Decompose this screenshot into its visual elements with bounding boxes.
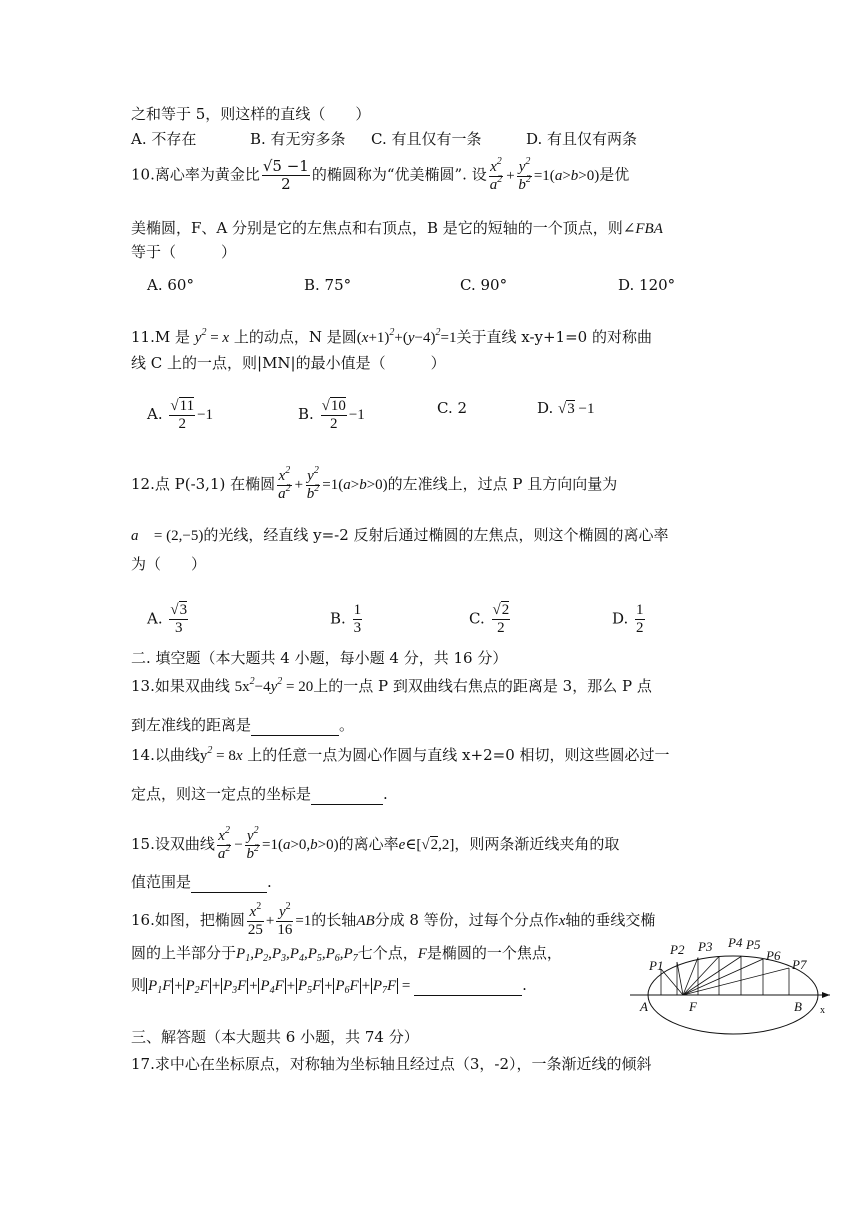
q13-line1: 13.如果双曲线 $5x^2-4y^2 = 20$上的一点 P 到双曲线右焦点的距离是 3，那么 P 点 xyxy=(131,676,652,695)
ray-p5 xyxy=(683,957,741,996)
q11-option-c: C. 2 xyxy=(437,399,468,417)
q12-line2: a⃗ = (2,−5)的光线，经直线 y=-2 反射后通过椭圆的左焦点，则这个椭圆的离心率 xyxy=(131,526,669,544)
q10-option-d: D. 120° xyxy=(618,276,676,294)
q14-blank xyxy=(311,784,383,805)
q13-blank xyxy=(251,715,339,736)
label-p5: P5 xyxy=(746,937,761,952)
q10-option-c: C. 90° xyxy=(460,276,508,294)
golden-ratio: $\frac{√5 -1}{2}$ xyxy=(262,157,309,193)
ray-p7 xyxy=(683,968,789,995)
q10-option-b: B. 75° xyxy=(304,276,352,294)
label-b: B xyxy=(794,999,802,1014)
label-p7: P7 xyxy=(792,957,807,972)
q11-option-d: D. √3 −1 xyxy=(537,399,595,417)
q17-line1: 17.求中心在坐标原点，对称轴为坐标轴且经过点（3，-2），一条渐近线的倾斜 xyxy=(131,1055,652,1073)
q9-tail: 之和等于 5，则这样的直线（ ） xyxy=(131,105,371,123)
ellipse-figure xyxy=(630,935,835,1050)
q10-line3: 等于（ ） xyxy=(131,243,237,261)
q10-line1: 10.离心率为黄金比 $\frac{√5 -1}{2}$ 的椭圆称为“优美椭圆”. 设 $\frac{x^2}{a^2}$ + $\frac{y^2}{b^2}$ =1(a>b>0)是优 xyxy=(131,155,630,193)
label-p4: P4 xyxy=(728,935,743,950)
q11-line2: 线 C 上的一点，则|MN|的最小值是（ ） xyxy=(131,354,446,372)
q10-line2: 美椭圆，F、A 分别是它的左焦点和右顶点，B 是它的短轴的一个顶点，则∠FBA xyxy=(131,219,663,237)
q9-option-c: C. 有且仅有一条 xyxy=(371,130,482,148)
q11-line1: 11.M 是 $y^2 = x$ 上的动点，N 是圆$(x+1)^2+(y-4)^2=1$关于直线 x-y+1=0 的对称曲 xyxy=(131,327,652,346)
x-axis-arrow xyxy=(822,992,830,998)
ray-p1 xyxy=(661,969,683,995)
q16-line1: 16.如图，把椭圆 $\frac{x^2}{25}$ + $\frac{y^2}{16}$ =1的长轴AB分成 8 等份，过每个分点作x轴的垂线交椭 xyxy=(131,901,656,938)
q11-option-a: A. $\frac{√11}{2}$ −1 xyxy=(147,398,214,432)
q16-blank xyxy=(414,975,522,996)
q14-line1: 14.以曲线$y^2 = 8x$ 上的任意一点为圆心作圆与直线 x+2=0 相切，则这些圆必过一 xyxy=(131,745,670,764)
q15-line1: 15.设双曲线 $\frac{x^2}{a^2}$ − $\frac{y^2}{b^2}$ =1(a>0,b>0)的离心率e∈[√2,2]，则两条渐近线夹角的取 xyxy=(131,825,620,862)
q16-line3: 则 $P_1F + P_2F + P_3F + P_4F + P_5F + P_6F + P_7F$ = . xyxy=(131,976,527,996)
label-a: A xyxy=(640,999,648,1014)
q9-option-d: D. 有且仅有两条 xyxy=(526,130,638,148)
ray-p2 xyxy=(677,962,683,995)
q9-option-a: A. 不存在 xyxy=(131,130,197,148)
q12-option-a: A. $\frac{√3}{3}$ xyxy=(147,602,188,636)
q12-option-b: B. $\frac{1}{3}$ xyxy=(330,602,362,636)
q9-option-b: B. 有无穷多条 xyxy=(250,130,346,148)
q12-line3: 为（ ） xyxy=(131,555,207,573)
q13-line2: 到左准线的距离是 。 xyxy=(131,716,355,734)
q15-line2: 值范围是 . xyxy=(131,873,272,891)
label-p1: P1 xyxy=(649,958,664,973)
label-p3: P3 xyxy=(698,939,713,954)
label-f: F xyxy=(689,999,697,1014)
q16-line2: 圆的上半部分于$P_1,P_2,P_3,P_4,P_5,P_6,P_7$七个点，F是椭圆的一个焦点， xyxy=(131,944,562,964)
q12-option-c: C. $\frac{√2}{2}$ xyxy=(469,602,510,636)
q11-option-b: B. $\frac{√10}{2}$ −1 xyxy=(298,398,365,432)
q14-line2: 定点，则这一定点的坐标是 . xyxy=(131,785,388,803)
section-3-heading: 三、解答题（本大题共 6 小题，共 74 分） xyxy=(131,1028,419,1046)
ray-p4 xyxy=(683,957,719,996)
label-p6: P6 xyxy=(766,948,781,963)
q15-blank xyxy=(191,872,267,893)
label-x: x xyxy=(820,1005,825,1016)
q12-option-d: D. $\frac{1}{2}$ xyxy=(612,602,644,636)
q10-option-a: A. 60° xyxy=(147,276,194,294)
section-2-heading: 二. 填空题（本大题共 4 小题，每小题 4 分，共 16 分） xyxy=(131,649,508,667)
q12-line1: 12.点 P(-3,1) 在椭圆 $\frac{x^2}{a^2}$ + $\frac{y^2}{b^2}$ =1(a>b>0)的左准线上，过点 P 且方向向量为 xyxy=(131,465,618,502)
label-p2: P2 xyxy=(670,942,685,957)
ellipse-equation: $\frac{x^2}{a^2}$ + $\frac{y^2}{b^2}$ =1(a>b>0) xyxy=(489,155,600,193)
